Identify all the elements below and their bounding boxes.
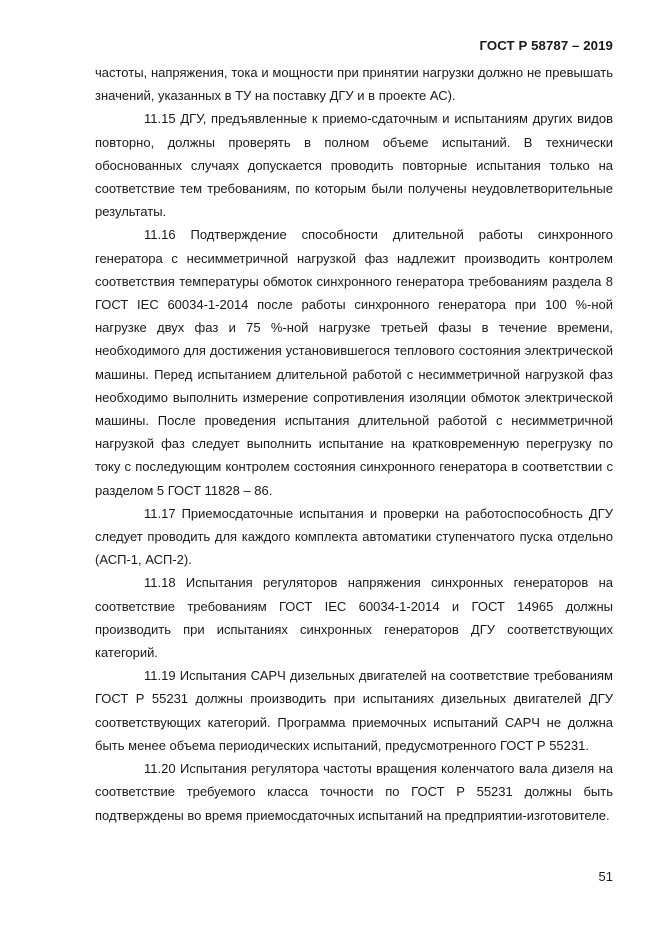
page-number: 51 [598, 869, 613, 884]
paragraph-11-16: 11.16 Подтверждение способности длительной работы синхронного генератора с несимметричной нагрузкой фаз надлежит производить контролем соответствия температуры обмоток синхронного генератора требованиям раздела 8 ГОСТ IEC 60034-1-2014 после работы синхронного генератора при 100 %-ной нагрузке двух фаз и 75 %-ной нагрузке третьей фазы в течение времени, необходимого для достижения установившегося теплового состояния электрической машины. Перед испытанием длительной работой с несимметричной нагрузкой фаз необходимо выполнить измерение сопротивления изоляции обмоток электрической машины. После проведения испытания длительной работой с несимметричной нагрузкой фаз следует выполнить испытание на кратковременную перегрузку по току с последующим контролем состояния синхронного генератора в соответствии с разделом 5 ГОСТ 11828 – 86. [95, 227, 613, 498]
paragraph-continuation: частоты, напряжения, тока и мощности при принятии нагрузки должно не превышать значений, указанных в ТУ на поставку ДГУ и в проекте АС). [95, 65, 613, 104]
paragraph-11-17: 11.17 Приемосдаточные испытания и проверки на работоспособность ДГУ следует проводить для каждого комплекта автоматики ступенчатого пуска отдельно (АСП-1, АСП-2). [95, 505, 613, 568]
document-code-header: ГОСТ Р 58787 – 2019 [479, 38, 613, 53]
paragraph-11-15: 11.15 ДГУ, предъявленные к приемо-сдаточным и испытаниям других видов повторно, должны проверять в полном объеме испытаний. В технически обоснованных случаях допускается проводить повторные испытания только на соответствие тем требованиям, по которым были получены неудовлетворительные результаты. [95, 111, 613, 220]
document-body [95, 61, 613, 827]
paragraph-11-19: 11.19 Испытания САРЧ дизельных двигателей на соответствие требованиям ГОСТ Р 55231 должны производить при испытаниях дизельных двигателей ДГУ соответствующих категорий. Программа приемочных испытаний САРЧ не должна быть менее объема периодических испытаний, предусмотренного ГОСТ Р 55231. [95, 668, 613, 753]
paragraph-11-20: 11.20 Испытания регулятора частоты вращения коленчатого вала дизеля на соответствие требуемого класса точности по ГОСТ Р 55231 должны быть подтверждены во время приемосдаточных испытаний на предприятии-изготовителе. [95, 761, 613, 823]
paragraph-11-18: 11.18 Испытания регуляторов напряжения синхронных генераторов на соответствие требованиям ГОСТ IEC 60034-1-2014 и ГОСТ 14965 должны производить при испытаниях синхронных генераторов ДГУ соответствующих категорий. [95, 575, 613, 661]
